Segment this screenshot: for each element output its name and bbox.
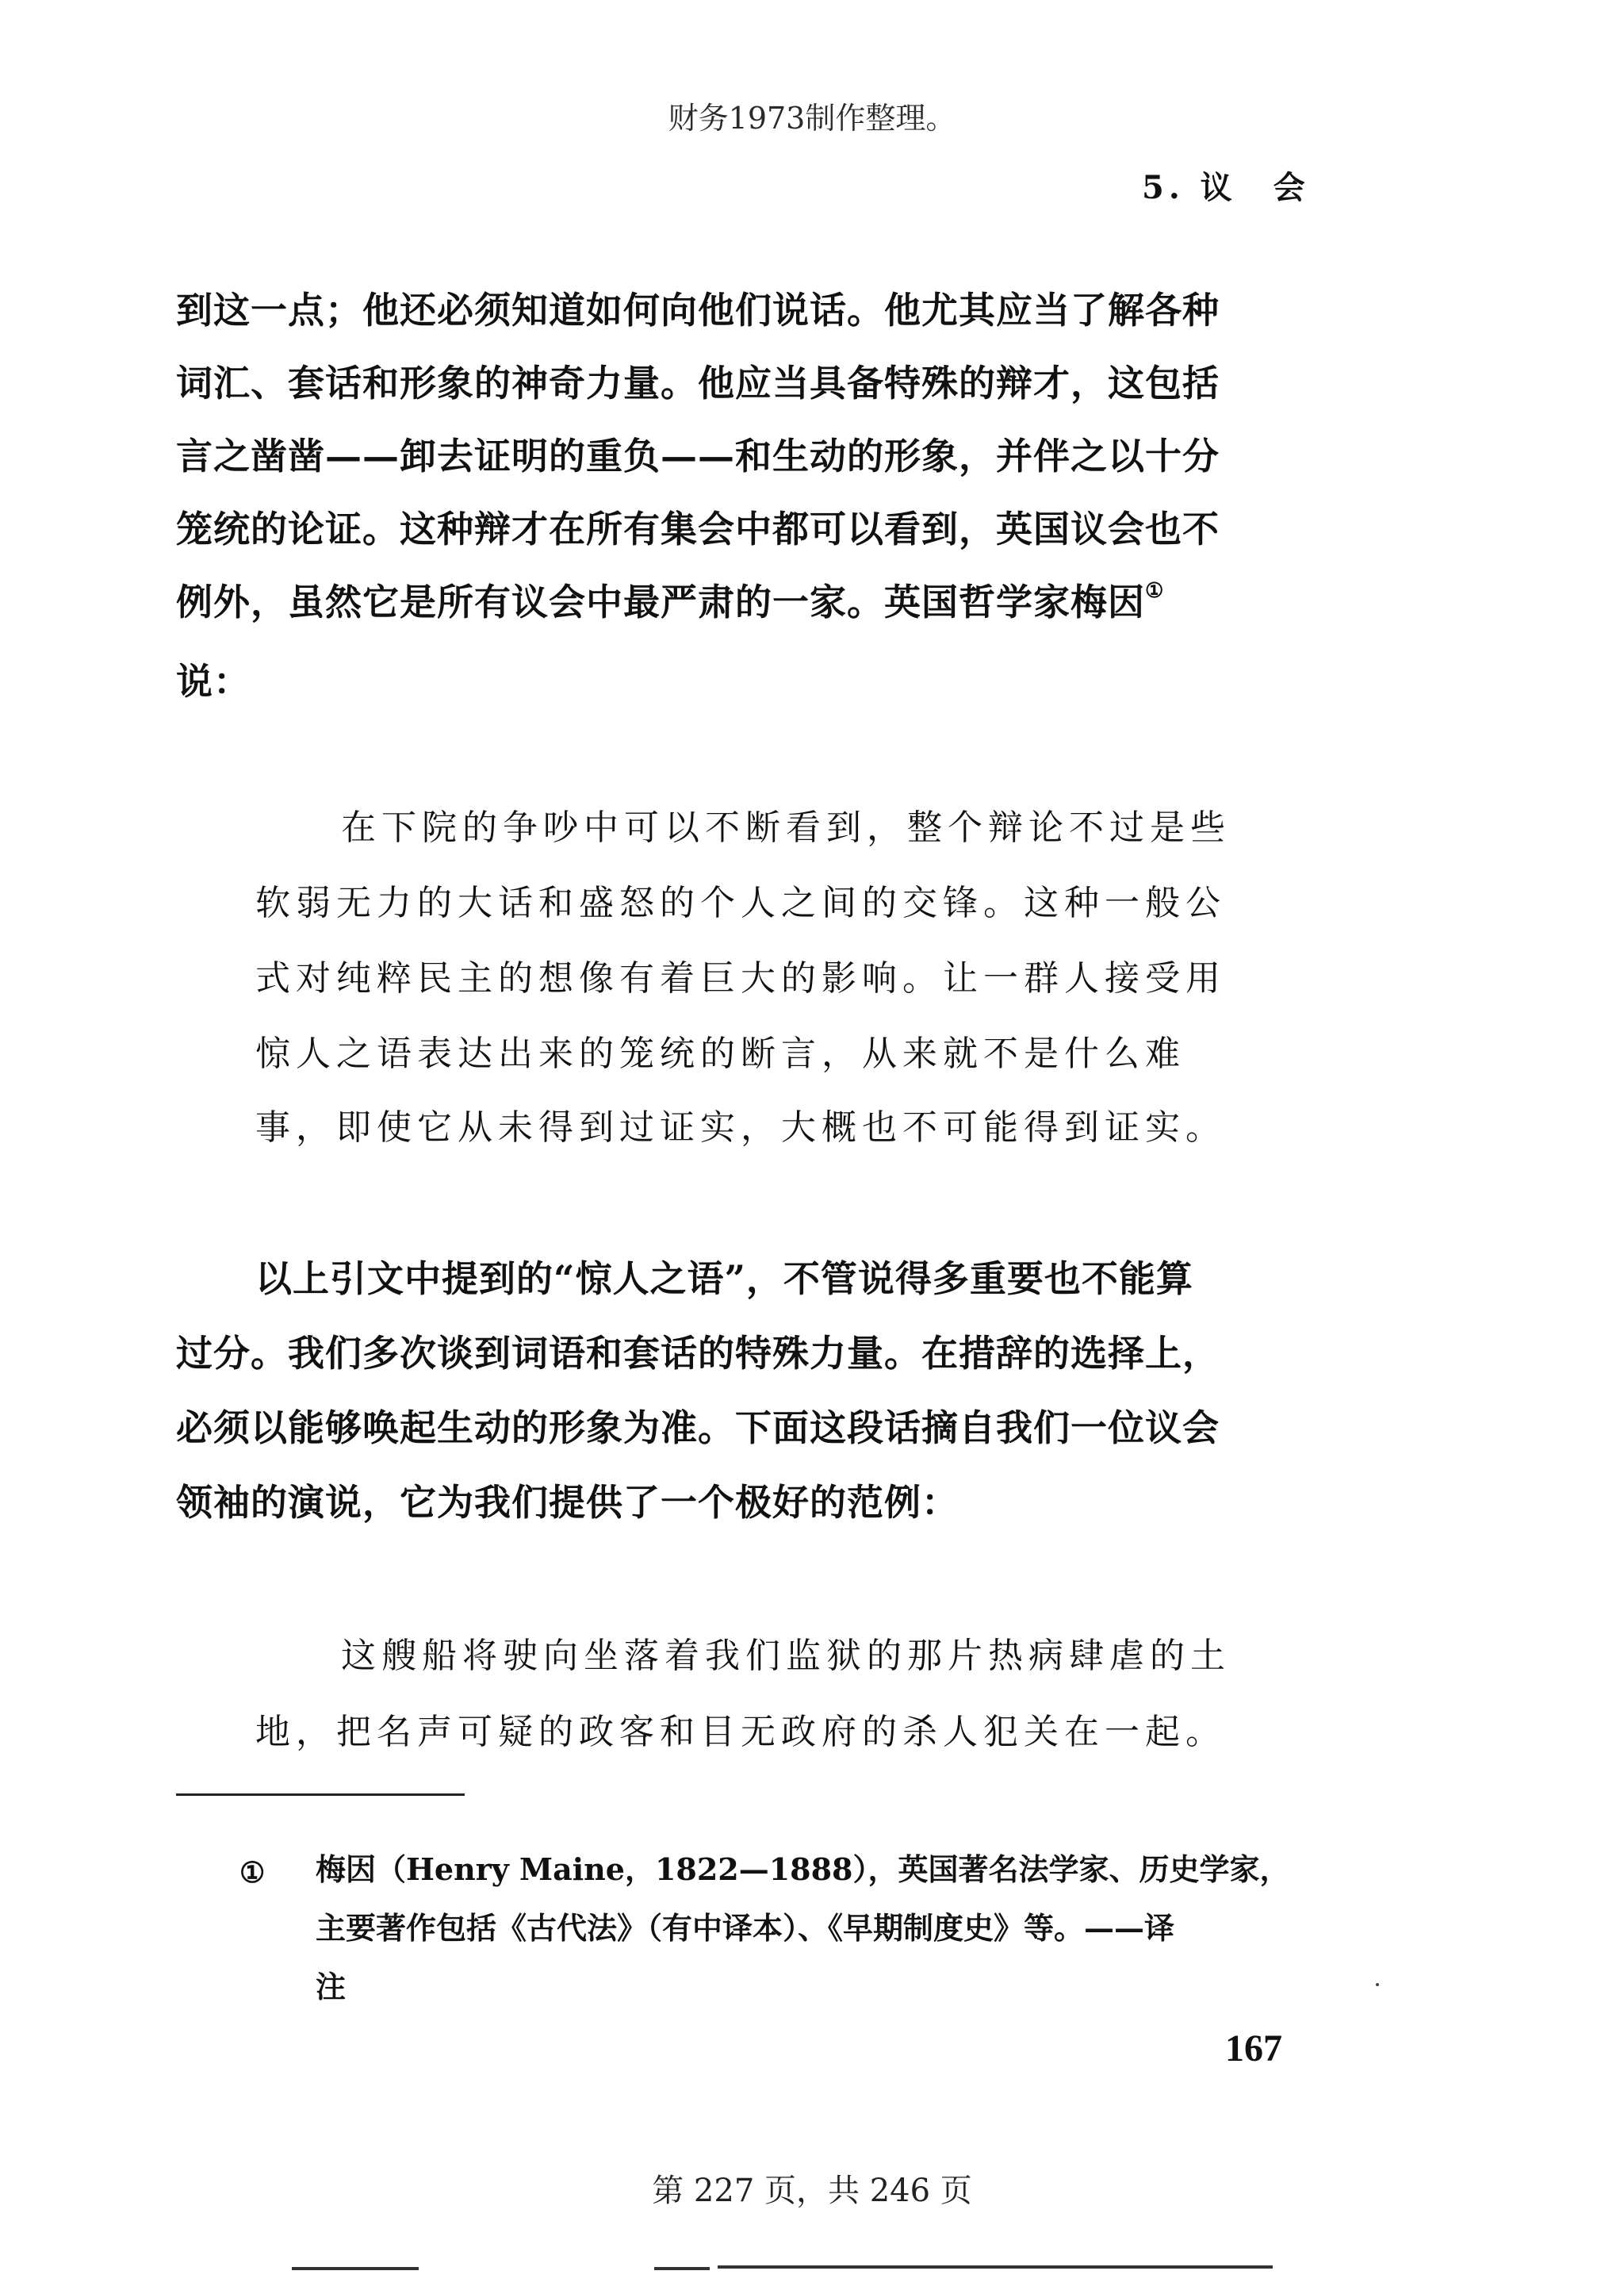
- body-line: 言之凿凿——卸去证明的重负——和生动的形象，并伴之以十分: [176, 435, 1220, 478]
- body-line: 说：: [176, 660, 251, 703]
- footnote-divider: [176, 1793, 465, 1796]
- scan-speck: [1376, 1983, 1379, 1986]
- footnote-line: 注: [316, 1969, 347, 2004]
- body-line: 必须以能够唤起生动的形象为准。下面这段话摘自我们一位议会: [176, 1406, 1220, 1449]
- body-line-text: 例外，虽然它是所有议会中最严肃的一家。英国哲学家梅因: [176, 581, 1145, 623]
- body-line: 到这一点；他还必须知道如何向他们说话。他尤其应当了解各种: [176, 289, 1220, 332]
- page-number: 167: [1225, 2027, 1282, 2069]
- footnote-line: 主要著作包括《古代法》（有中译本）、《早期制度史》等。——译: [316, 1910, 1175, 1946]
- scan-artifact-line: [718, 2265, 1273, 2269]
- footnote-reference[interactable]: ①: [1145, 579, 1165, 603]
- page-counter: 第 227 页，共 246 页: [652, 2173, 972, 2209]
- body-line: 以上引文中提到的“惊人之语”，不管说得多重要也不能算: [255, 1257, 1193, 1300]
- footnote-line: 梅因（Henry Maine，1822—1888），英国著名法学家、历史学家，: [316, 1851, 1290, 1887]
- quote-line: 惊人之语表达出来的笼统的断言，从来就不是什么难: [255, 1034, 1185, 1074]
- quote-line: 这艘船将驶向坐落着我们监狱的那片热病肆虐的土: [341, 1636, 1231, 1676]
- quote-line: 在下院的争吵中可以不断看到，整个辩论不过是些: [341, 807, 1231, 848]
- body-line: 过分。我们多次谈到词语和套话的特殊力量。在措辞的选择上，: [176, 1332, 1220, 1375]
- quote-line: 式对纯粹民主的想像有着巨大的影响。让一群人接受用: [255, 958, 1226, 999]
- watermark-text: 财务1973制作整理。: [668, 101, 956, 136]
- quote-line: 事，即使它从未得到过证实，大概也不可能得到证实。: [255, 1107, 1226, 1148]
- quote-line: 软弱无力的大话和盛怒的个人之间的交锋。这种一般公: [255, 883, 1226, 923]
- quote-line: 地，把名声可疑的政客和目无政府的杀人犯关在一起。: [255, 1712, 1226, 1752]
- footnote-marker: ①: [239, 1856, 266, 1889]
- body-line: 领袖的演说，它为我们提供了一个极好的范例：: [176, 1481, 959, 1524]
- running-head: 5. 议 会: [1142, 169, 1310, 206]
- body-line: 笼统的论证。这种辩才在所有集会中都可以看到，英国议会也不: [176, 508, 1220, 550]
- body-line: 词汇、套话和形象的神奇力量。他应当具备特殊的辩才，这包括: [176, 362, 1220, 405]
- body-line: [176, 579, 1165, 623]
- scan-artifact-line: [654, 2267, 710, 2270]
- scan-artifact-line: [292, 2267, 419, 2270]
